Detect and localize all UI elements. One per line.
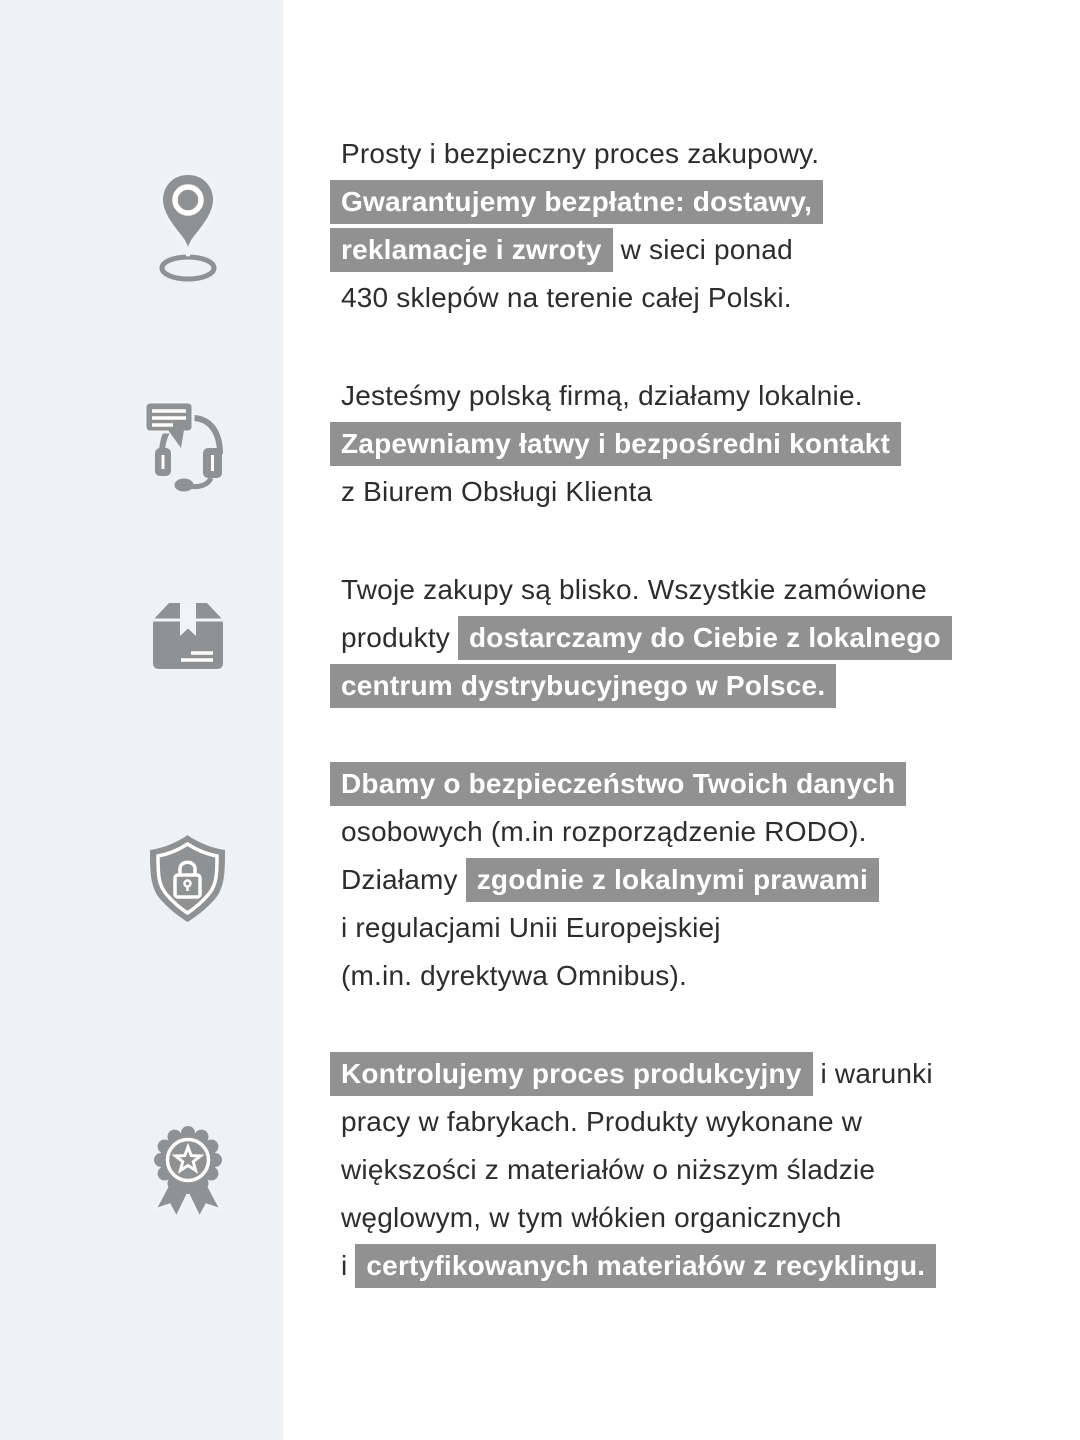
text-line xyxy=(341,856,1080,904)
text-segment: i regulacjami Unii Europejskiej xyxy=(341,912,721,943)
highlighted-text-segment: Kontrolujemy proces produkcyjny xyxy=(330,1052,813,1096)
location-pin-icon xyxy=(153,169,223,284)
text-line xyxy=(341,130,1080,178)
text-segment: 430 sklepów na terenie całej Polski. xyxy=(341,282,792,313)
info-section xyxy=(0,1050,1080,1290)
text-segment: i warunki xyxy=(812,1058,933,1089)
text-line xyxy=(341,614,1080,662)
text-line xyxy=(341,1146,1080,1194)
info-section xyxy=(0,372,1080,516)
text-segment: Prosty i bezpieczny proces zakupowy. xyxy=(341,138,820,169)
text-segment: Twoje zakupy są blisko. Wszystkie zamówione xyxy=(341,574,927,605)
text-line xyxy=(341,226,1080,274)
section-text xyxy=(283,1050,1080,1290)
text-line xyxy=(341,952,1080,1000)
text-line xyxy=(341,468,1080,516)
shield-lock-icon xyxy=(135,830,240,930)
text-line xyxy=(341,274,1080,322)
highlighted-text-segment: Gwarantujemy bezpłatne: dostawy, xyxy=(330,180,823,224)
package-icon xyxy=(142,593,234,683)
highlighted-text-segment: centrum dystrybucyjnego w Polsce. xyxy=(330,664,836,708)
text-line xyxy=(341,178,1080,226)
highlighted-text-segment: zgodnie z lokalnymi prawami xyxy=(466,858,879,902)
info-section xyxy=(0,760,1080,1000)
text-segment: z Biurem Obsługi Klienta xyxy=(341,476,653,507)
text-segment: większości z materiałów o niższym śladzie xyxy=(341,1154,876,1185)
text-segment: Działamy xyxy=(341,864,466,895)
info-section xyxy=(0,130,1080,322)
text-line xyxy=(341,1242,1080,1290)
award-badge-icon xyxy=(134,1118,242,1223)
text-line xyxy=(341,420,1080,468)
text-line xyxy=(341,1050,1080,1098)
section-icon-cell xyxy=(0,394,283,494)
highlighted-text-segment: certyfikowanych materiałów z recyklingu. xyxy=(355,1244,936,1288)
text-line xyxy=(341,566,1080,614)
section-icon-cell xyxy=(0,169,283,284)
highlighted-text-segment: Zapewniamy łatwy i bezpośredni kontakt xyxy=(330,422,901,466)
info-section xyxy=(0,566,1080,710)
text-segment: (m.in. dyrektywa Omnibus). xyxy=(341,960,687,991)
text-segment: produkty xyxy=(341,622,458,653)
section-icon-cell xyxy=(0,1118,283,1223)
text-segment: pracy w fabrykach. Produkty wykonane w xyxy=(341,1106,863,1137)
highlighted-text-segment: reklamacje i zwroty xyxy=(330,228,613,272)
text-line xyxy=(341,1098,1080,1146)
text-segment: osobowych (m.in rozporządzenie RODO). xyxy=(341,816,867,847)
section-text xyxy=(283,566,1080,710)
section-text xyxy=(283,372,1080,516)
section-text xyxy=(283,760,1080,1000)
section-text xyxy=(283,130,1080,322)
text-line xyxy=(341,1194,1080,1242)
text-line xyxy=(341,662,1080,710)
text-segment: Jesteśmy polską firmą, działamy lokalnie. xyxy=(341,380,863,411)
text-line xyxy=(341,760,1080,808)
text-segment: w sieci ponad xyxy=(612,234,793,265)
text-line xyxy=(341,904,1080,952)
highlighted-text-segment: Dbamy o bezpieczeństwo Twoich danych xyxy=(330,762,906,806)
section-icon-cell xyxy=(0,593,283,683)
text-line xyxy=(341,372,1080,420)
text-segment: i xyxy=(341,1250,356,1281)
section-icon-cell xyxy=(0,830,283,930)
highlighted-text-segment: dostarczamy do Ciebie z lokalnego xyxy=(458,616,952,660)
headset-chat-icon xyxy=(135,394,240,494)
text-line xyxy=(341,808,1080,856)
text-segment: węglowym, w tym włókien organicznych xyxy=(341,1202,842,1233)
